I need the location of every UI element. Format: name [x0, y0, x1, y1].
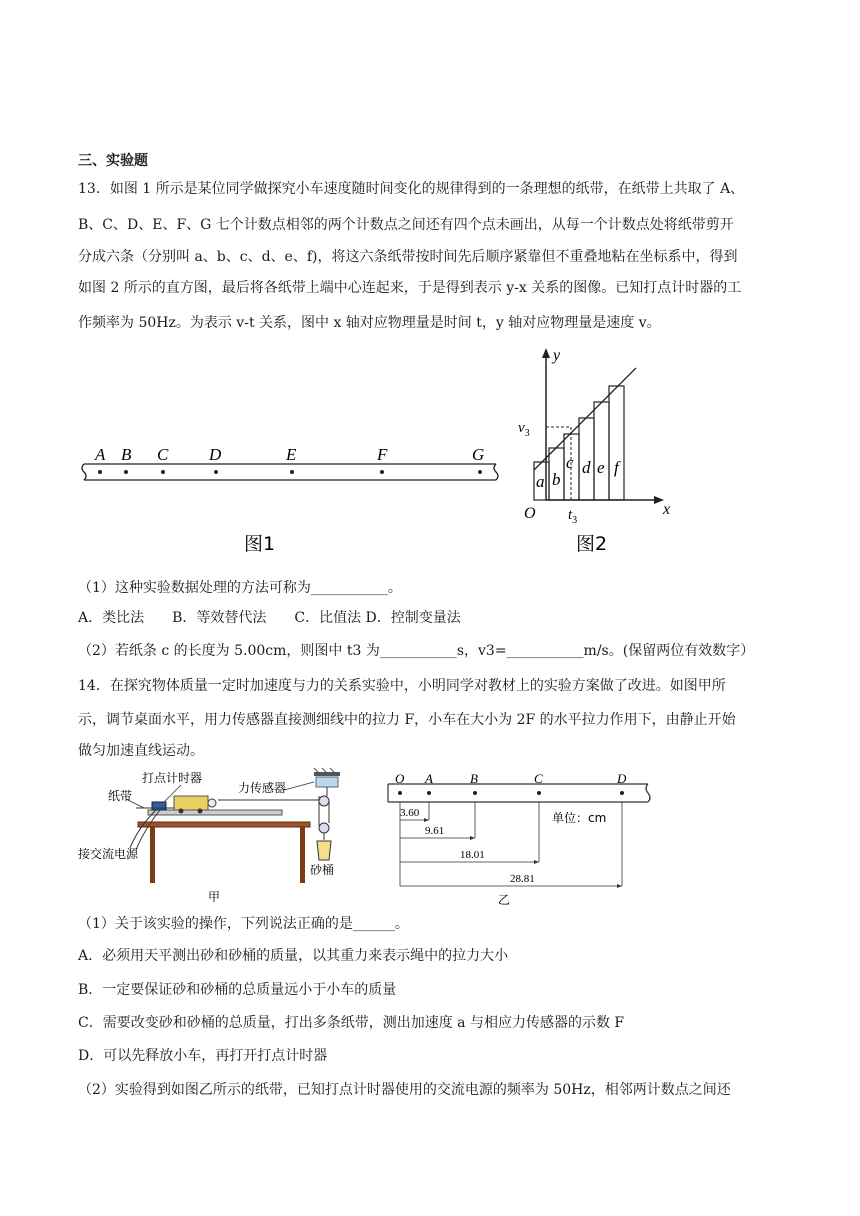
figure-1-caption: 图1 [244, 533, 276, 555]
y-axis-label: y [553, 347, 561, 364]
q14-line-3: 做匀加速直线运动。 [78, 743, 204, 759]
figure-2-histogram [508, 342, 688, 558]
strip-label: d [582, 458, 591, 477]
label-power: 接交流电源 [78, 847, 139, 861]
distance-label: 18.01 [460, 849, 485, 861]
strip-label: e [597, 458, 605, 477]
q14-sub2: （2）实验得到如图乙所示的纸带，已知打点计时器使用的交流电源的频率为 50Hz，相邻两计数点之间还 [78, 1082, 731, 1098]
q13-sub1: （1）这种实验数据处理的方法可称为___________。 [78, 580, 402, 596]
tape-point-label: O [395, 774, 405, 786]
label-timer: 打点计时器 [142, 771, 203, 785]
figure-2-caption: 图2 [576, 533, 608, 555]
tape-point-label: D [617, 774, 627, 786]
q13-sub2: （2）若纸条 c 的长度为 5.00cm，则图中 t3 为___________s，v3=___________m/s。(保留两位有效数字） [78, 643, 755, 659]
tape-point-label: G [472, 445, 485, 464]
q13-line-4: 如图 2 所示的直方图，最后将各纸带上端中心连起来，于是得到表示 y-x 关系的图像。已知打点计时器的工 [78, 280, 742, 296]
tape-dot [427, 791, 431, 795]
q14-option-a: A．必须用天平测出砂和砂桶的质量，以其重力来表示绳中的拉力大小 [78, 948, 509, 964]
figure-yi-tape [382, 774, 654, 906]
distance-label: 9.61 [425, 825, 445, 837]
strip-label: f [614, 458, 619, 477]
tape-point-label: B [470, 774, 478, 786]
tape-dot [214, 470, 218, 474]
label-bucket: 砂桶 [310, 863, 335, 877]
q13-line-5: 作频率为 50Hz。为表示 v-t 关系，图中 x 轴对应物理量是时间 t，y 轴对应物理量是速度 v。 [78, 315, 661, 331]
figure-yi-caption: 乙 [498, 893, 511, 906]
figure-1-tape [80, 440, 500, 560]
strip-e [594, 402, 609, 500]
q14-sub1: （1）关于该实验的操作，下列说法正确的是______。 [78, 916, 409, 932]
strip-label: b [552, 470, 561, 489]
tape-point-label: A [425, 774, 433, 786]
tape-dot [290, 470, 294, 474]
unit-label: 单位：cm [552, 811, 607, 825]
strip-label: a [536, 472, 545, 491]
q14-line-2: 示，调节桌面水平，用力传感器直接测细线中的拉力 F，小车在大小为 2F 的水平拉力作用下，由静止开始 [78, 712, 736, 728]
tape-dot [380, 470, 384, 474]
q13-line-1: 13．如图 1 所示是某位同学做探究小车速度随时间变化的规律得到的一条理想的纸带，在纸带上共取了 A、 [78, 181, 745, 197]
q14-option-d: D．可以先释放小车，再打开打点计时器 [78, 1048, 328, 1064]
tape-point-label: D [209, 445, 222, 464]
strip-label: c [566, 453, 574, 472]
tape-dot [620, 791, 624, 795]
q13-line-2: B、C、D、E、F、G 七个计数点相邻的两个计数点之间还有四个点未画出，从每一个计数点处将纸带剪开 [78, 217, 734, 233]
q13-line-3: 分成六条（分别叫 a、b、c、d、e、f)，将这六条纸带按时间先后顺序紧靠但不重叠地粘在坐标系中，得到 [78, 249, 738, 265]
q13-options: A．类比法 B．等效替代法 C．比值法 D．控制变量法 [78, 610, 461, 626]
label-tape: 纸带 [108, 789, 133, 803]
tape-dot [537, 791, 541, 795]
tape-dot [473, 791, 477, 795]
fit-line [534, 368, 636, 470]
figure-jia-apparatus [78, 768, 350, 906]
x-axis-label: x [663, 501, 671, 518]
tape-point-label: F [377, 445, 388, 464]
tape-point-label: A [95, 445, 106, 464]
tape-dot [161, 470, 165, 474]
tape-dot [98, 470, 102, 474]
tape-dot [398, 791, 402, 795]
distance-label: 28.81 [510, 873, 535, 885]
label-force-sensor: 力传感器 [238, 781, 287, 795]
origin-label: O [524, 505, 536, 522]
tape-point-label: C [534, 774, 543, 786]
strip-f [609, 386, 624, 500]
timer-icon [152, 802, 166, 810]
tape-point-label: E [286, 445, 297, 464]
tape-point-label: B [121, 445, 132, 464]
cart-icon [174, 796, 208, 810]
q14-line-1: 14．在探究物体质量一定时加速度与力的关系实验中，小明同学对教材上的实验方案做了改进。如图甲所 [78, 678, 726, 694]
figure-jia-caption: 甲 [208, 890, 221, 904]
section-title: 三、实验题 [78, 153, 148, 169]
v3-label: $v_3$ [518, 420, 530, 439]
tape-dot [124, 470, 128, 474]
q14-option-c: C．需要改变砂和砂桶的总质量，打出多条纸带，测出加速度 a 与相应力传感器的示数 F [78, 1015, 625, 1031]
tape-point-label: C [157, 445, 169, 464]
q14-option-b: B．一定要保证砂和砂桶的总质量远小于小车的质量 [78, 982, 397, 998]
tape-dot [478, 470, 482, 474]
distance-label: 3.60 [400, 807, 420, 819]
t3-label: $t_3$ [568, 507, 578, 526]
sand-bucket-icon [317, 841, 331, 860]
force-sensor [316, 777, 338, 787]
pulley-icon [319, 796, 329, 806]
